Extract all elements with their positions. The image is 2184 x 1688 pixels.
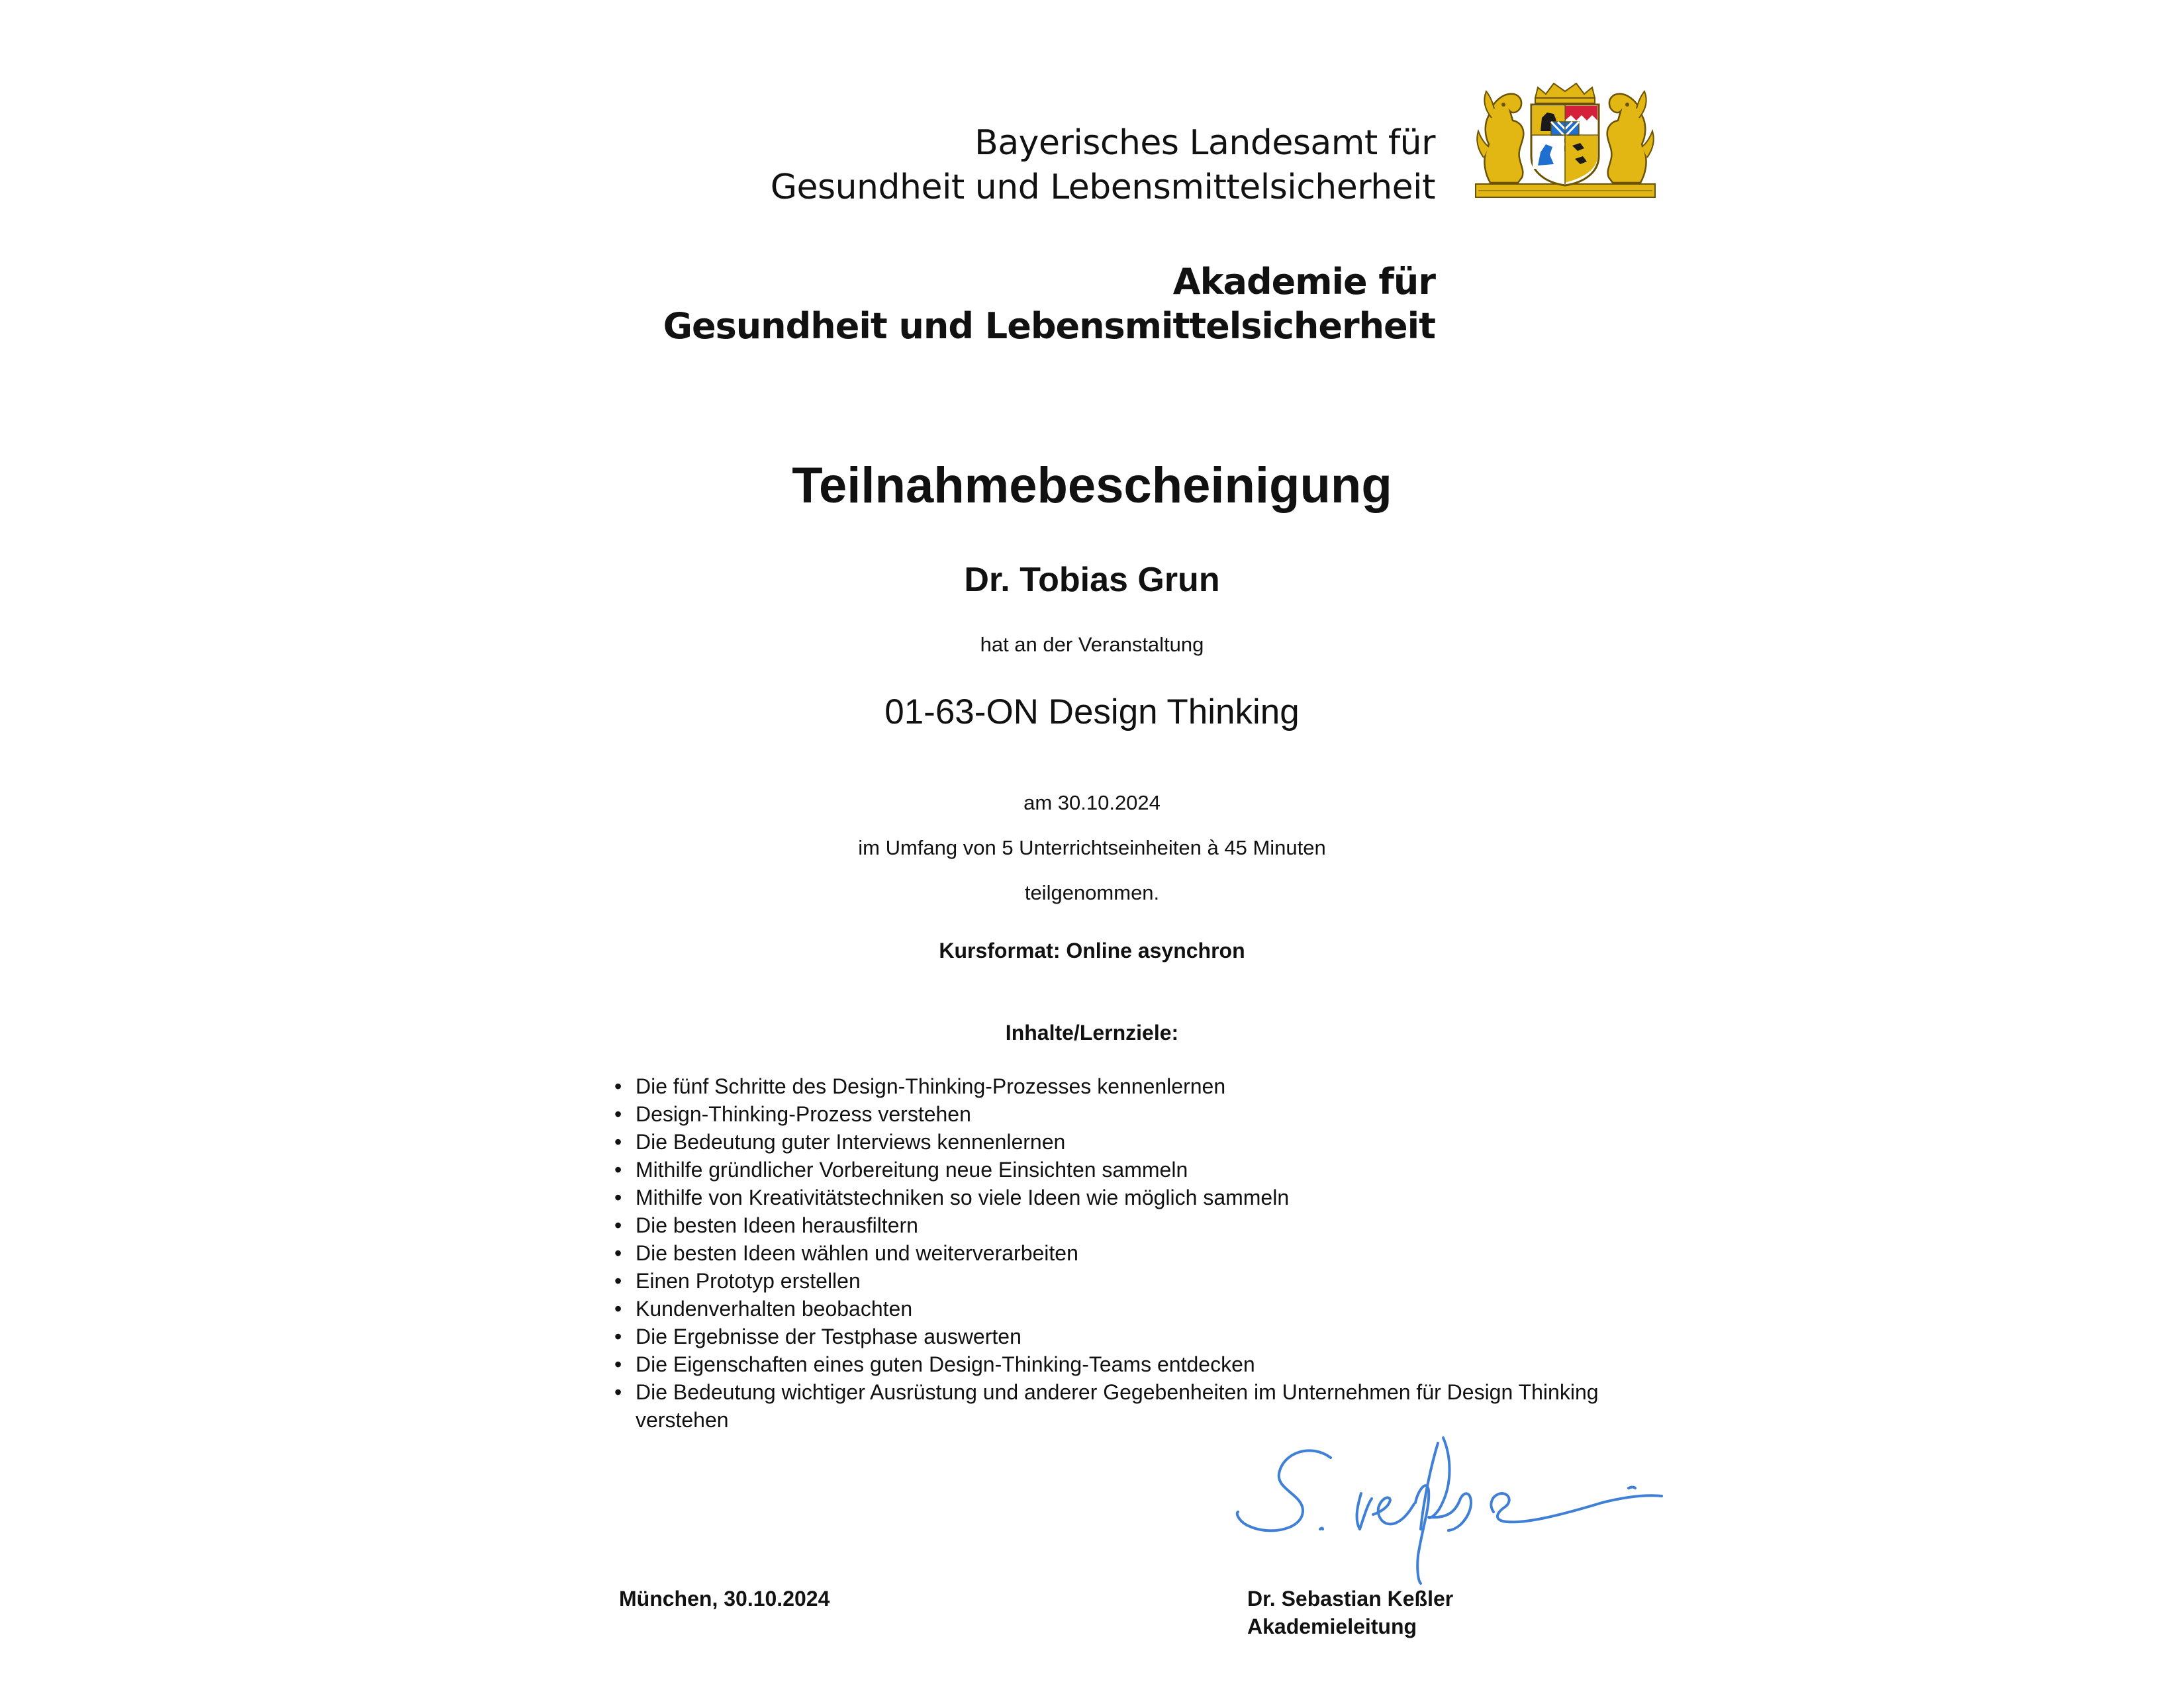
course-format: Kursformat: Online asynchron xyxy=(939,939,1245,962)
place-and-date: München, 30.10.2024 xyxy=(619,1587,830,1611)
goal-item: • Die Ergebnisse der Testphase auswerten xyxy=(614,1323,1634,1350)
goal-item: • Design-Thinking-Prozess verstehen xyxy=(614,1100,1634,1128)
org-name-line1: Bayerisches Landesamt für xyxy=(974,123,1435,163)
certificate-title: Teilnahmebescheinigung xyxy=(792,457,1392,514)
learning-goals-list xyxy=(614,1072,1634,1434)
goal-item: • Die besten Ideen herausfiltern xyxy=(614,1211,1634,1239)
goals-heading: Inhalte/Lernziele: xyxy=(1005,1021,1179,1045)
course-title: 01-63-ON Design Thinking xyxy=(884,692,1300,731)
goal-item: • Die fünf Schritte des Design-Thinking-Prozesses kennenlernen xyxy=(614,1072,1634,1100)
course-scope: im Umfang von 5 Unterrichtseinheiten à 45 Minuten xyxy=(858,836,1326,859)
goal-item: • Kundenverhalten beobachten xyxy=(614,1295,1634,1323)
participation-ending: teilgenommen. xyxy=(1024,881,1160,904)
participant-name: Dr. Tobias Grun xyxy=(964,561,1220,599)
goal-item: • Einen Prototyp erstellen xyxy=(614,1267,1634,1295)
bavarian-coat-of-arms-icon xyxy=(1472,78,1659,200)
goal-item: • Die besten Ideen wählen und weiterverarbeiten xyxy=(614,1239,1634,1267)
signer-name: Dr. Sebastian Keßler xyxy=(1247,1587,1454,1611)
goal-item: • Die Eigenschaften eines guten Design-Thinking-Teams entdecken xyxy=(614,1350,1634,1378)
academy-name-line2: Gesundheit und Lebensmittelsicherheit xyxy=(663,305,1435,347)
goal-item: • Die Bedeutung guter Interviews kennenlernen xyxy=(614,1128,1634,1156)
goal-item: • Mithilfe von Kreativitätstechniken so viele Ideen wie möglich sammeln xyxy=(614,1184,1634,1211)
goal-item: • Die Bedeutung wichtiger Ausrüstung und anderer Gegebenheiten im Unternehmen für Design Thinking verstehen xyxy=(614,1378,1634,1434)
academy-name-line1: Akademie für xyxy=(1172,261,1435,303)
org-name-line2: Gesundheit und Lebensmittelsicherheit xyxy=(770,167,1435,207)
signer-role: Akademieleitung xyxy=(1247,1615,1417,1638)
signature-icon xyxy=(1231,1430,1668,1589)
intro-text: hat an der Veranstaltung xyxy=(980,633,1204,656)
event-date: am 30.10.2024 xyxy=(1023,791,1161,814)
goal-item: • Mithilfe gründlicher Vorbereitung neue Einsichten sammeln xyxy=(614,1156,1634,1184)
